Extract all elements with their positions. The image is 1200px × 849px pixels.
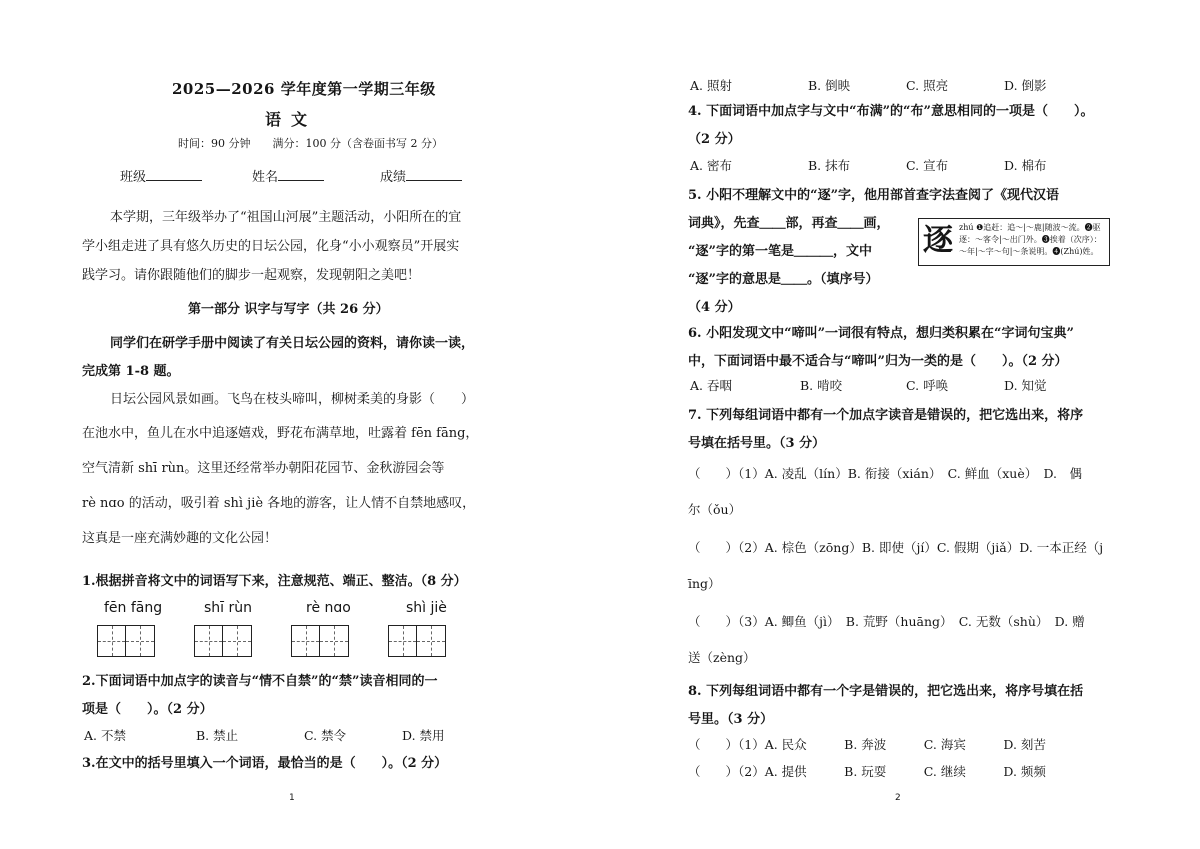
- q6-option-c[interactable]: C. 呼唤: [906, 378, 949, 393]
- dictionary-entry: [918, 218, 1110, 266]
- q7-item-2-cont: īng）: [688, 576, 721, 591]
- q7-item-1-cont: 尔（ǒu）: [688, 502, 742, 517]
- passage-line-3: 空气清新 shī rùn。这里还经常举办朝阳花园节、金秋游园会等: [82, 461, 445, 476]
- writing-grid-2[interactable]: [194, 625, 252, 657]
- score-field[interactable]: 成绩: [380, 166, 462, 185]
- q6-option-b[interactable]: B. 啃咬: [800, 378, 843, 393]
- intro-line-1: 本学期，三年级举办了“祖国山河展”主题活动，小阳所在的宜: [110, 210, 462, 225]
- right-page: [600, 0, 1200, 849]
- question-6-line-1: 6. 小阳发现文中“啼叫”一词很有特点，想归类积累在“字词句宝典”: [688, 326, 1075, 341]
- question-2-line-2: 项是（ ）。（2 分）: [82, 702, 213, 717]
- pinyin-label-2: shī rùn: [204, 600, 253, 616]
- passage-line-1: 日坛公园风景如画。飞鸟在枝头啼叫，柳树柔美的身影（ ）: [110, 392, 475, 407]
- lead-line-1: 同学们在研学手册中阅读了有关日坛公园的资料，请你读一读，: [110, 336, 475, 351]
- passage-line-5: 这真是一座充满妙趣的文化公园！: [82, 531, 278, 546]
- writing-grid-4[interactable]: [388, 625, 446, 657]
- writing-grid-3[interactable]: [291, 625, 349, 657]
- passage-line-2: 在池水中，鱼儿在水中追逐嬉戏，野花布满草地，吐露着 fēn fāng，: [82, 426, 479, 441]
- intro-line-3: 践学习。请你跟随他们的脚步一起观察，发现朝阳之美吧！: [82, 268, 421, 283]
- q7-item-2[interactable]: （ ）（2）A. 棕色（zōng）B. 即使（jí）C. 假期（jiǎ）D. 一本正经（j: [688, 540, 1104, 555]
- intro-line-2: 学小组走进了具有悠久历史的日坛公园，化身“小小观察员”开展实: [82, 239, 460, 254]
- question-5-line-4: “逐”字的意思是＿＿。（填序号）: [688, 272, 879, 287]
- question-7-line-2: 号填在括号里。（3 分）: [688, 436, 826, 451]
- q2-option-b[interactable]: B. 禁止: [196, 728, 239, 743]
- class-field[interactable]: 班级: [120, 166, 202, 185]
- question-5-line-3: “逐”字的第一笔是＿＿＿，文中: [688, 244, 872, 259]
- question-8-line-2: 号里。（3 分）: [688, 712, 774, 727]
- passage-line-4: rè nɑo 的活动，吸引着 shì jiè 各地的游客，让人情不自禁地感叹，: [82, 496, 476, 511]
- q8-item-2[interactable]: （ ）（2）A. 提供 B. 玩耍 C. 继续 D. 频频: [688, 764, 1046, 779]
- name-field[interactable]: 姓名: [252, 166, 324, 185]
- q2-option-c[interactable]: C. 禁令: [304, 728, 347, 743]
- q7-item-3-cont: 送（zèng）: [688, 650, 756, 665]
- q2-option-a[interactable]: A. 不禁: [84, 728, 126, 743]
- exam-meta: 时间：90 分钟 满分：100 分（含卷面书写 2 分）: [178, 137, 443, 150]
- pinyin-label-1: fēn fāng: [104, 600, 163, 616]
- lead-line-2: 完成第 1-8 题。: [82, 364, 180, 379]
- question-7-line-1: 7. 下列每组词语中都有一个加点字读音是错误的，把它选出来，将序: [688, 408, 1084, 423]
- dictionary-char: 逐: [923, 223, 953, 258]
- question-5-line-5: （4 分）: [688, 300, 741, 315]
- subject-title: 语文: [265, 110, 318, 129]
- q4-option-a[interactable]: A. 密布: [690, 158, 732, 173]
- q2-option-d[interactable]: D. 禁用: [402, 728, 445, 743]
- q7-item-3[interactable]: （ ）（3）A. 鲫鱼（jì） B. 荒野（huāng） C. 无数（shù） D. 赠: [688, 614, 1085, 629]
- q4-option-c[interactable]: C. 宣布: [906, 158, 949, 173]
- question-2-line-1: 2.下面词语中加点字的读音与“情不自禁”的“禁”读音相同的一: [82, 674, 438, 689]
- q6-option-a[interactable]: A. 吞咽: [690, 378, 732, 393]
- question-6-line-2: 中，下面词语中最不适合与“啼叫”归为一类的是（ ）。（2 分）: [688, 354, 1068, 369]
- pinyin-label-4: shì jiè: [406, 600, 447, 616]
- q3-option-d[interactable]: D. 倒影: [1004, 78, 1047, 93]
- question-3: 3.在文中的括号里填入一个词语，最恰当的是（ ）。（2 分）: [82, 756, 448, 771]
- writing-grid-1[interactable]: [97, 625, 155, 657]
- q3-option-b[interactable]: B. 倒映: [808, 78, 851, 93]
- question-4-line-2: （2 分）: [688, 132, 741, 147]
- question-1: 1.根据拼音将文中的词语写下来，注意规范、端正、整洁。（8 分）: [82, 574, 467, 589]
- question-5-line-1: 5. 小阳不理解文中的“逐”字，他用部首查字法查阅了《现代汉语: [688, 188, 1060, 203]
- q3-option-a[interactable]: A. 照射: [690, 78, 732, 93]
- question-5-line-2: 词典》，先查＿＿部，再查＿＿画，: [688, 216, 890, 231]
- q7-item-1[interactable]: （ ）（1）A. 凌乱（lín）B. 衔接（xián） C. 鲜血（xuè） D. 偶: [688, 466, 1083, 481]
- q4-option-b[interactable]: B. 抹布: [808, 158, 851, 173]
- question-4-line-1: 4. 下面词语中加点字与文中“布满”的“布”意思相同的一项是（ ）。: [688, 104, 1094, 119]
- q6-option-d[interactable]: D. 知觉: [1004, 378, 1047, 393]
- pinyin-label-3: rè nɑo: [306, 600, 351, 616]
- question-8-line-1: 8. 下列每组词语中都有一个字是错误的，把它选出来，将序号填在括: [688, 684, 1084, 699]
- page-number-2: 2: [895, 793, 901, 803]
- q8-item-1[interactable]: （ ）（1）A. 民众 B. 奔波 C. 海宾 D. 刻苦: [688, 737, 1046, 752]
- q4-option-d[interactable]: D. 棉布: [1004, 158, 1047, 173]
- page-number-1: 1: [289, 793, 295, 803]
- q3-option-c[interactable]: C. 照亮: [906, 78, 949, 93]
- exam-title: 2025—2026 学年度第一学期三年级: [172, 80, 436, 98]
- section-title: 第一部分 识字与写字（共 26 分）: [188, 302, 389, 317]
- dictionary-text: zhú ❶追赶：追～|～鹿|随波～流。❷驱逐：～客令|～出门外。❸挨着（次序）：～年|～字～句|～条说明。❹(Zhú)姓。: [959, 223, 1102, 256]
